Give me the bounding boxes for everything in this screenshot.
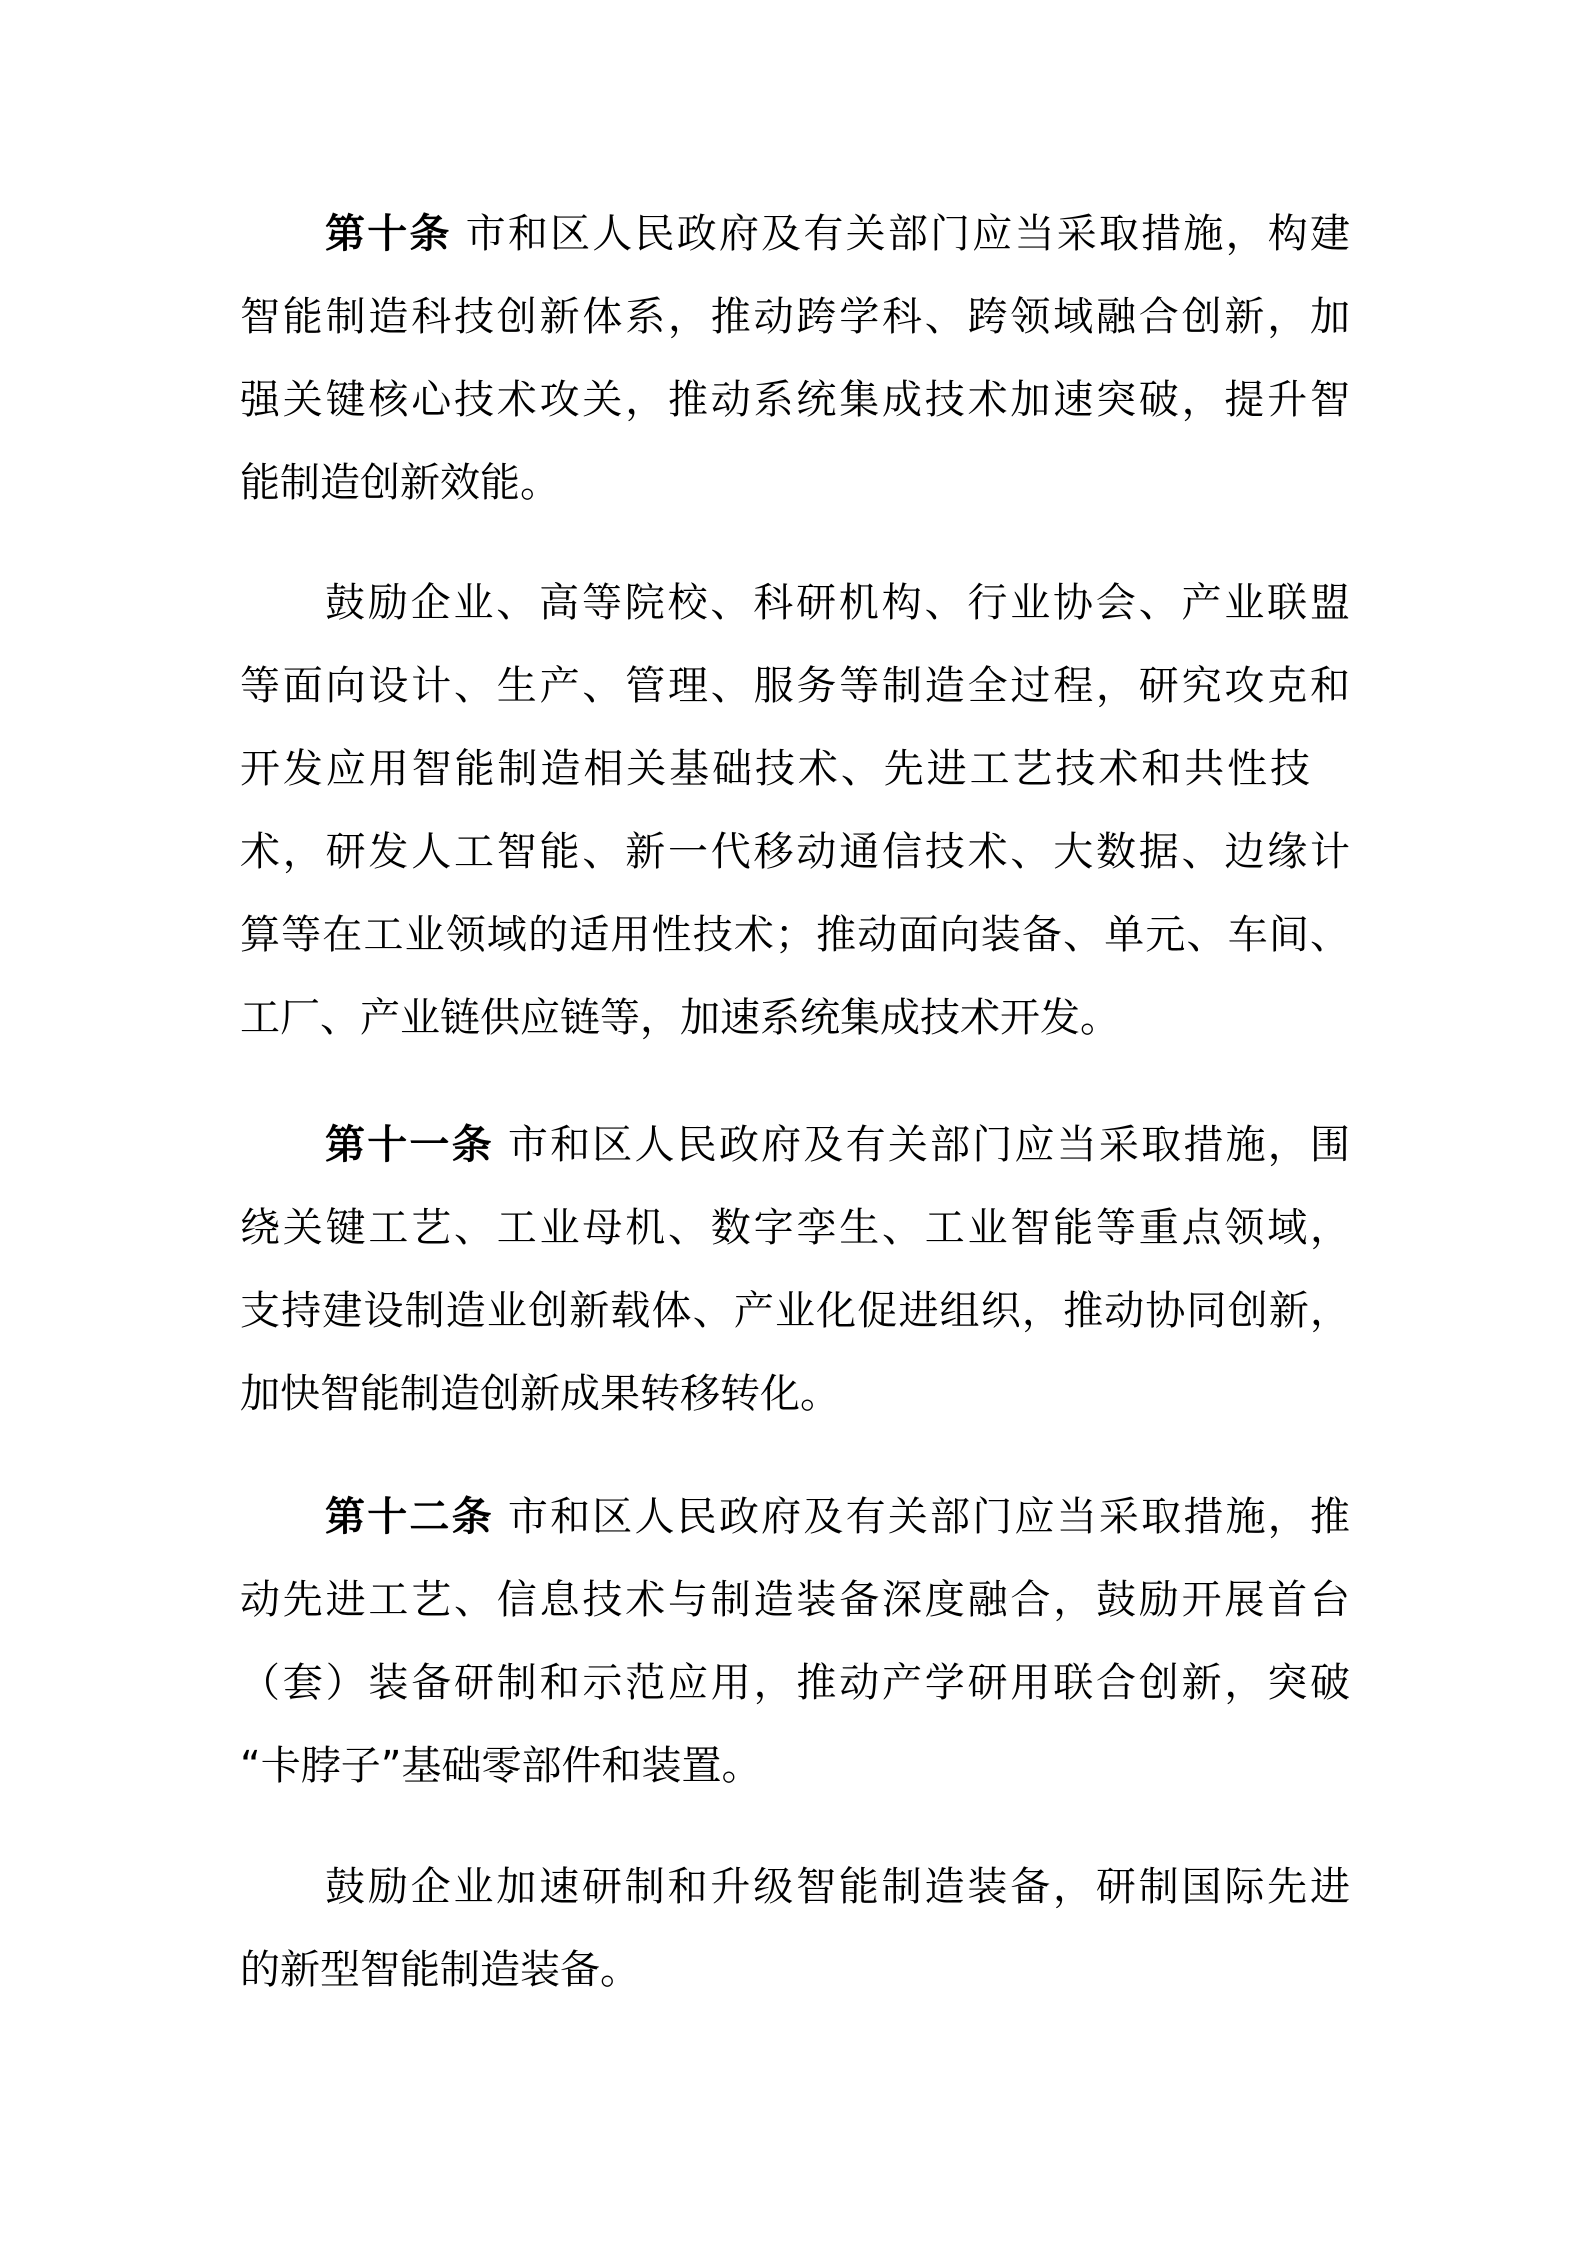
paragraph-4-line-2: 动先进工艺、信息技术与制造装备深度融合，鼓励开展首台 [240,1577,1350,1623]
paragraph-2-line-4: 术，研发人工智能、新一代移动通信技术、大数据、边缘计 [240,829,1350,875]
paragraph-3-line-1 [325,1115,1350,1175]
paragraph-5-line-1: 鼓励企业加速研制和升级智能制造装备，研制国际先进 [325,1864,1350,1910]
paragraph-4-line-1 [325,1487,1350,1547]
line-text: 市和区人民政府及有关部门应当采取措施，推 [507,1494,1351,1540]
line-text: 市和区人民政府及有关部门应当采取措施，围 [507,1122,1351,1168]
paragraph-3-line-4: 加快智能制造创新成果转移转化。 [240,1371,840,1417]
paragraph-2-line-5: 算等在工业领域的适用性技术；推动面向装备、单元、车间、 [240,912,1350,958]
paragraph-2-line-3: 开发应用智能制造相关基础技术、先进工艺技术和共性技 [240,746,1310,792]
paragraph-3-line-3: 支持建设制造业创新载体、产业化促进组织，推动协同创新， [240,1288,1350,1334]
paragraph-5-line-2: 的新型智能制造装备。 [240,1947,640,1993]
paragraph-2-line-2: 等面向设计、生产、管理、服务等制造全过程，研究攻克和 [240,663,1350,709]
paragraph-3-line-2: 绕关键工艺、工业母机、数字孪生、工业智能等重点领域， [240,1205,1350,1251]
paragraph-1-line-3: 强关键核心技术攻关，推动系统集成技术加速突破，提升智 [240,377,1350,423]
article-heading: 第十二条 [325,1494,494,1540]
line-text: 市和区人民政府及有关部门应当采取措施，构建 [465,211,1351,257]
paragraph-4-line-4: “卡脖子”基础零部件和装置。 [240,1743,762,1789]
paragraph-2-line-6: 工厂、产业链供应链等，加速系统集成技术开发。 [240,995,1120,1041]
article-heading: 第十一条 [325,1122,494,1168]
paragraph-1-line-1 [325,204,1350,264]
paragraph-1-line-2: 智能制造科技创新体系，推动跨学科、跨领域融合创新，加 [240,294,1350,340]
paragraph-4-line-3: （套）装备研制和示范应用，推动产学研用联合创新，突破 [240,1660,1350,1706]
paragraph-2-line-1: 鼓励企业、高等院校、科研机构、行业协会、产业联盟 [325,580,1350,626]
paragraph-1-line-4: 能制造创新效能。 [240,460,560,506]
article-heading: 第十条 [325,211,452,257]
